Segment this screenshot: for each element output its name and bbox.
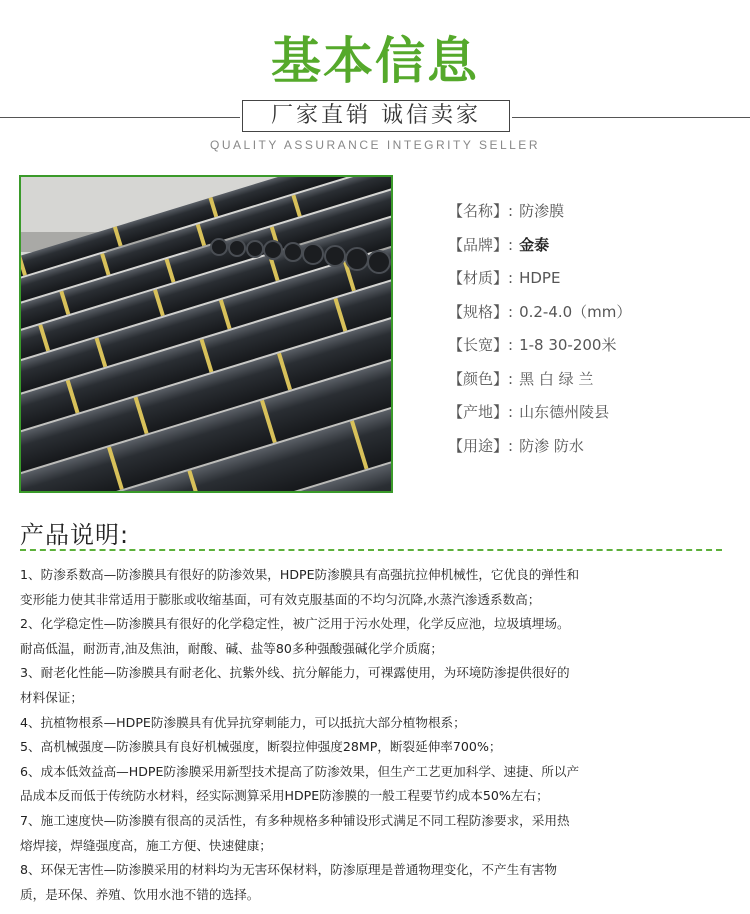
description-line: 4、抗植物根系—HDPE防渗膜具有优异抗穿刺能力，可以抵抗大部分植物根系； — [20, 714, 466, 730]
description — [20, 563, 730, 907]
spec-key: 【长宽】: — [448, 336, 514, 354]
spec-value: 防渗膜 — [519, 202, 565, 220]
spec-row-color — [448, 368, 631, 402]
spec-value: 黑 白 绿 兰 — [519, 369, 594, 388]
product-photo — [19, 175, 393, 493]
description-line: 7、施工速度快—防渗膜有很高的灵活性，有多种规格多种铺设形式满足不同工程防渗要求，采用热 — [20, 812, 570, 828]
spec-row-name — [448, 200, 631, 234]
description-line: 1、防渗系数高—防渗膜具有很好的防渗效果，HDPE防渗膜具有高强抗拉伸机械性，它优良的弹性和 — [20, 567, 580, 582]
section-divider — [20, 549, 722, 551]
spec-key: 【颜色】: — [448, 369, 514, 388]
spec-row-size — [448, 334, 631, 368]
spec-value: HDPE — [519, 269, 561, 287]
description-line: 质，是环保、养殖、饮用水池不错的选择。 — [20, 886, 260, 902]
spec-value: 防渗 防水 — [519, 436, 584, 455]
spec-value: 金泰 — [519, 235, 550, 254]
spec-key: 【规格】: — [448, 302, 514, 321]
description-line: 材料保证； — [20, 689, 83, 705]
divider-left — [0, 117, 240, 118]
description-line: 8、环保无害性—防渗膜采用的材料均为无害环保材料，防渗原理是普通物理变化，不产生有害物 — [20, 862, 557, 878]
description-line: 2、化学稳定性—防渗膜具有很好的化学稳定性，被广泛用于污水处理，化学反应池，垃圾填埋场。 — [20, 616, 570, 632]
spec-key: 【材质】: — [448, 269, 514, 287]
spec-value: 山东德州陵县 — [519, 403, 610, 421]
description-line: 耐高低温，耐沥青,油及焦油，耐酸、碱、盐等80多种强酸强碱化学介质腐； — [20, 640, 444, 656]
spec-value: 1-8 30-200米 — [519, 336, 617, 354]
spec-row-usage — [448, 435, 631, 469]
spec-value: 0.2-4.0（mm） — [519, 302, 632, 321]
spec-row-spec — [448, 301, 631, 335]
section-title: 产品说明: — [20, 521, 130, 549]
membrane-rolls-image — [21, 177, 391, 491]
spec-row-brand — [448, 234, 631, 268]
divider-right — [512, 117, 750, 118]
spec-list — [448, 200, 631, 468]
description-line: 3、耐老化性能—防渗膜具有耐老化、抗紫外线、抗分解能力，可裸露使用，为环境防渗提供很好的 — [20, 665, 570, 681]
description-line: 熔焊接，焊缝强度高，施工方便、快速健康； — [20, 837, 272, 853]
description-line: 6、成本低效益高—HDPE防渗膜采用新型技术提高了防渗效果，但生产工艺更加科学、速捷、所以产 — [20, 763, 580, 779]
page-title: 基本信息 — [271, 32, 479, 90]
spec-row-origin — [448, 401, 631, 435]
subtitle: 厂家直销 诚信卖家 — [242, 100, 510, 132]
description-line: 变形能力使其非常适用于膨胀或收缩基面，可有效克服基面的不均匀沉降,水蒸汽渗透系数高； — [20, 591, 541, 607]
tagline: QUALITY ASSURANCE INTEGRITY SELLER — [210, 138, 540, 152]
spec-row-material — [448, 267, 631, 301]
description-line: 5、高机械强度—防渗膜具有良好机械强度，断裂拉伸强度28MP，断裂延伸率700%； — [20, 739, 502, 755]
spec-key: 【品牌】: — [448, 235, 514, 254]
spec-key: 【名称】: — [448, 202, 514, 220]
description-line: 品成本反而低于传统防水材料，经实际测算采用HDPE防渗膜的一般工程要节约成本50%左右； — [20, 788, 549, 804]
spec-key: 【用途】: — [448, 436, 514, 455]
spec-key: 【产地】: — [448, 403, 514, 421]
